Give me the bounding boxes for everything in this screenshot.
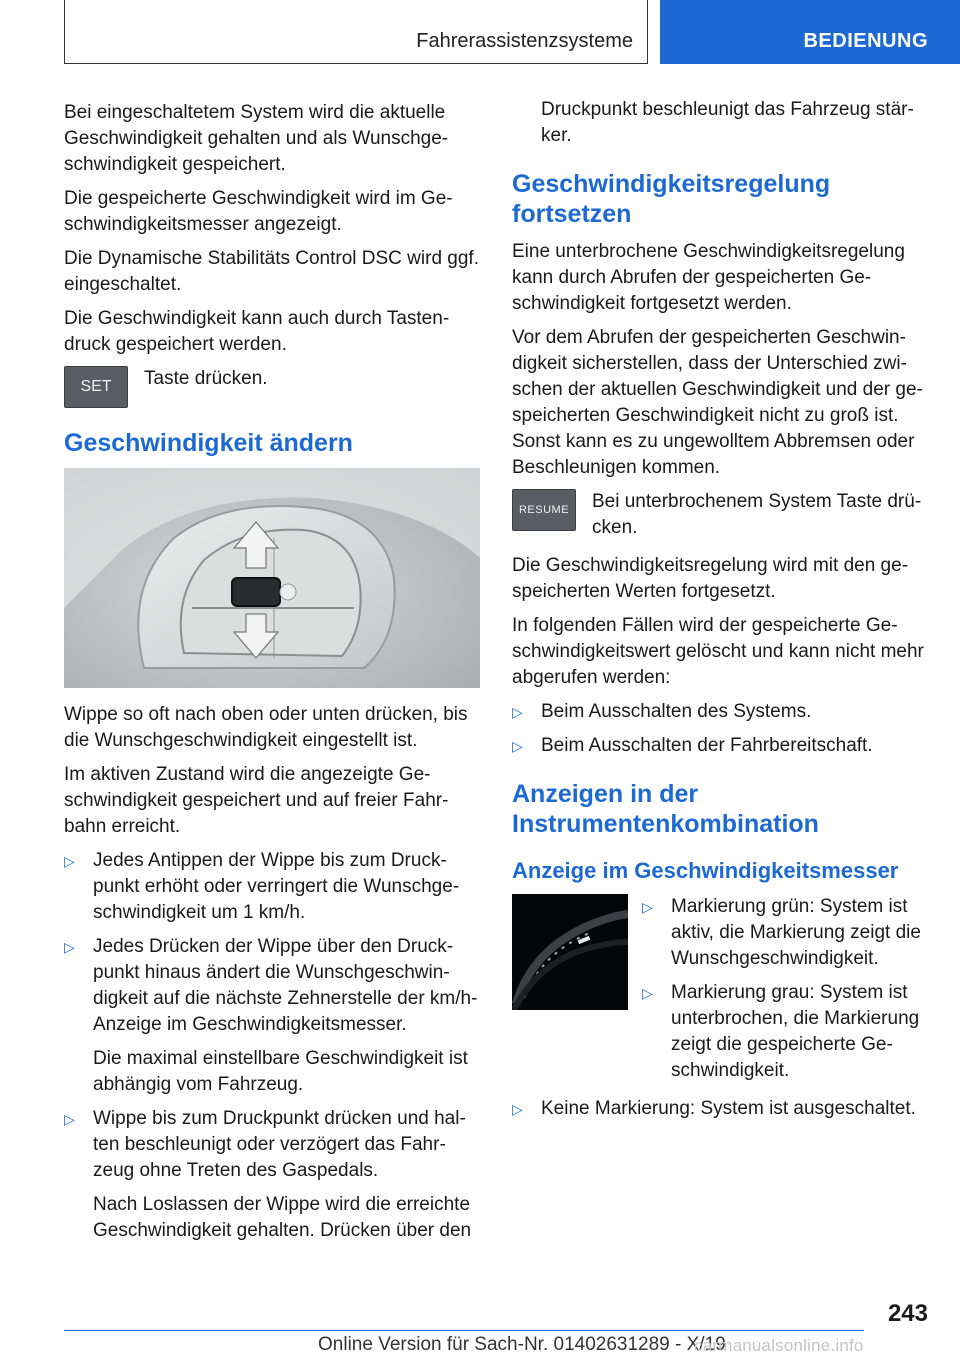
paragraph: Im aktiven Zustand wird die angezeigte Geschwindigkeit gespeichert und auf freier Fahrbahn erreicht. bbox=[64, 764, 449, 837]
resume-key-instruction bbox=[512, 489, 928, 541]
header-section-title: Fahrerassistenzsysteme bbox=[416, 30, 633, 52]
page-number: 243 bbox=[887, 1300, 928, 1327]
paragraph: Wippe so oft nach oben oder unten drücken, bis die Wunschgeschwindigkeit eingestellt ist. bbox=[64, 704, 468, 751]
list-item-text: Markierung grün: System ist aktiv, die Markierung zeigt die Wunschgeschwindigkeit. bbox=[671, 896, 921, 969]
speedometer-marking-image bbox=[512, 894, 628, 1010]
watermark: carmanualsonline.info bbox=[694, 1336, 864, 1355]
resume-key-icon: RESUME bbox=[512, 489, 576, 531]
list-item-text: Jedes Antippen der Wippe bis zum Druckpunkt erhöht oder verringert die Wunschgeschwindigkeit um 1 km/h. bbox=[93, 850, 460, 923]
steering-wheel-rocker-photo bbox=[64, 468, 480, 688]
list-item-text: Beim Ausschalten des Systems. bbox=[541, 701, 812, 722]
triangle-right-icon: ▷ bbox=[64, 853, 75, 869]
triangle-right-icon: ▷ bbox=[642, 985, 653, 1001]
list-item-text: Beim Ausschalten der Fahrbereitschaft. bbox=[541, 735, 873, 756]
triangle-right-icon: ▷ bbox=[512, 738, 523, 754]
paragraph: Eine unterbrochene Geschwindigkeitsregelung kann durch Abrufen der gespeicherten Geschwindigkeit fortgesetzt werden. bbox=[512, 241, 905, 314]
triangle-right-icon: ▷ bbox=[64, 1111, 75, 1127]
header-chapter-tab bbox=[660, 0, 960, 64]
footer-rule bbox=[64, 1330, 864, 1331]
paragraph: Die Geschwindigkeit kann auch durch Tastendruck gespeichert werden. bbox=[64, 308, 450, 355]
list-item-text: Jedes Drücken der Wippe über den Druckpunkt hinaus ändert die Wunschgeschwindigkeit auf die nächste Zehnerstelle der km/h-Anzeige im Geschwindigkeitsmesser. bbox=[93, 936, 478, 1035]
paragraph: Vor dem Abrufen der gespeicherten Geschwindigkeit sicherstellen, dass der Unterschied zwischen der aktuellen Geschwindigkeit und der gespeicherten Geschwindigkeit nicht zu groß ist. Sonst kann es zu ungewolltem Abbremsen oder Beschleunigen kommen. bbox=[512, 327, 923, 478]
resume-key-text: Bei unterbrochenem System Taste drücken. bbox=[592, 491, 922, 538]
marking-status-list bbox=[642, 894, 928, 1084]
set-key-instruction bbox=[64, 366, 480, 408]
set-key-icon: SET bbox=[64, 366, 128, 408]
list-item bbox=[642, 894, 928, 972]
paragraph: Die Geschwindigkeitsregelung wird mit den gespeicherten Werten fortgesetzt. bbox=[512, 555, 909, 602]
list-item bbox=[642, 980, 928, 1084]
left-column bbox=[64, 100, 480, 1252]
footer-online-version: Online Version für Sach-Nr. 01402631289 - X/19 bbox=[318, 1334, 726, 1355]
list-item-text: Wippe bis zum Druckpunkt drücken und halten beschleunigt oder verzögert das Fahrzeug ohne Treten des Gaspedals. bbox=[93, 1108, 466, 1181]
list-item bbox=[64, 934, 480, 1098]
list-item-note: Nach Loslassen der Wippe wird die erreichte Geschwindigkeit gehalten. Drücken über den bbox=[93, 1194, 472, 1241]
header-section-tab bbox=[64, 0, 648, 64]
marking-off-list bbox=[512, 1096, 928, 1122]
section-heading-speed-change: Geschwindigkeit ändern bbox=[64, 429, 353, 457]
deletion-cases-list bbox=[512, 699, 928, 759]
triangle-right-icon: ▷ bbox=[512, 1101, 523, 1117]
list-item bbox=[512, 1096, 928, 1122]
paragraph: Die Dynamische Stabilitäts Control DSC wird ggf. eingeschaltet. bbox=[64, 248, 479, 295]
paragraph-continued: Druckpunkt beschleunigt das Fahrzeug stärker. bbox=[541, 99, 914, 146]
paragraph: Die gespeicherte Geschwindigkeit wird im Geschwindigkeitsmesser angezeigt. bbox=[64, 188, 453, 235]
list-item bbox=[512, 699, 928, 725]
triangle-right-icon: ▷ bbox=[64, 939, 75, 955]
subsection-heading-speedometer: Anzeige im Geschwindigkeitsmesser bbox=[512, 858, 899, 883]
speed-change-list bbox=[64, 848, 480, 1244]
section-heading-instrument-cluster: Anzeigen in der Instrumentenkombination bbox=[512, 780, 819, 838]
header-chapter-title: BEDIENUNG bbox=[803, 30, 928, 52]
list-item-text: Markierung grau: System ist unterbrochen, die Markierung zeigt die gespeicherte Geschwindigkeit. bbox=[671, 982, 920, 1081]
paragraph: In folgenden Fällen wird der gespeicherte Geschwindigkeitswert gelöscht und kann nicht mehr abgerufen werden: bbox=[512, 615, 924, 688]
list-item bbox=[64, 848, 480, 926]
list-item bbox=[512, 733, 928, 759]
section-heading-resume: Geschwindigkeitsregelung fortsetzen bbox=[512, 170, 831, 228]
triangle-right-icon: ▷ bbox=[512, 704, 523, 720]
triangle-right-icon: ▷ bbox=[642, 899, 653, 915]
list-item-text: Keine Markierung: System ist ausgeschaltet. bbox=[541, 1098, 916, 1119]
paragraph: Bei eingeschaltetem System wird die aktuelle Geschwindigkeit gehalten und als Wunschgeschwindigkeit gespeichert. bbox=[64, 102, 449, 175]
set-key-text: Taste drücken. bbox=[144, 368, 268, 389]
right-column bbox=[512, 97, 928, 1130]
list-item-note: Die maximal einstellbare Geschwindigkeit ist abhängig vom Fahrzeug. bbox=[93, 1048, 468, 1095]
speedometer-display-row bbox=[512, 894, 928, 1092]
list-item bbox=[64, 1106, 480, 1244]
